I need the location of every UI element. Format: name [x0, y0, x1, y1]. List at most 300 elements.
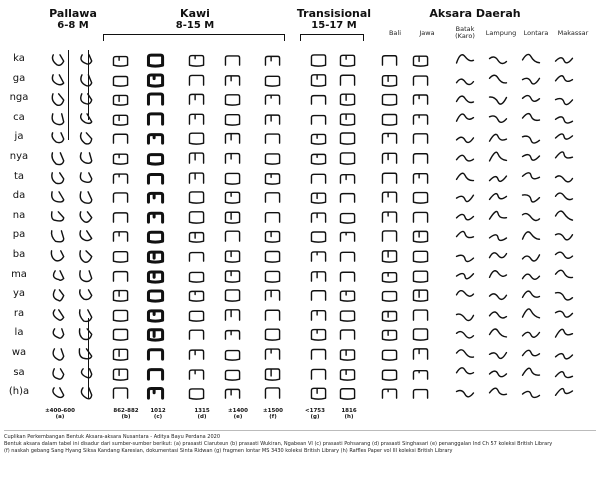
- script-glyph: [337, 228, 359, 244]
- script-glyph: [487, 170, 509, 186]
- script-glyph: [520, 346, 542, 362]
- script-glyph: [520, 170, 542, 186]
- script-glyph: [262, 150, 284, 166]
- script-glyph: [553, 72, 575, 88]
- script-glyph: [410, 170, 432, 186]
- script-glyph: [410, 307, 432, 323]
- script-glyph: [76, 72, 98, 88]
- script-glyph: [410, 52, 432, 68]
- script-glyph: [145, 346, 167, 362]
- script-glyph: [262, 307, 284, 323]
- script-glyph: [379, 287, 401, 303]
- script-glyph: [553, 52, 575, 68]
- syllable-label: pa: [12, 229, 26, 241]
- script-glyph: [222, 366, 244, 382]
- script-glyph: [454, 385, 476, 401]
- script-glyph: [222, 170, 244, 186]
- script-glyph: [308, 111, 330, 127]
- script-glyph: [222, 189, 244, 205]
- script-glyph: [520, 268, 542, 284]
- source-date: 862-882 (b): [113, 408, 139, 420]
- syllable-label: ta: [13, 170, 25, 182]
- script-glyph: [487, 209, 509, 225]
- script-glyph: [145, 170, 167, 186]
- script-glyph: [337, 268, 359, 284]
- script-glyph: [553, 189, 575, 205]
- syllable-label: ya: [12, 288, 26, 300]
- script-glyph: [454, 150, 476, 166]
- script-glyph: [308, 346, 330, 362]
- script-glyph: [454, 248, 476, 264]
- syllable-label: ma: [11, 268, 27, 280]
- script-glyph: [520, 209, 542, 225]
- script-glyph: [337, 52, 359, 68]
- script-glyph: [186, 366, 208, 382]
- script-glyph: [308, 130, 330, 146]
- regional-col-batak: Batak (Karo): [455, 25, 475, 40]
- script-glyph: [308, 72, 330, 88]
- script-glyph: [262, 287, 284, 303]
- syllable-label: ra: [13, 307, 25, 319]
- script-glyph: [110, 366, 132, 382]
- script-glyph: [48, 346, 70, 362]
- script-glyph: [520, 111, 542, 127]
- script-glyph: [186, 189, 208, 205]
- script-glyph: [454, 307, 476, 323]
- script-glyph: [262, 130, 284, 146]
- script-glyph: [454, 111, 476, 127]
- script-glyph: [454, 287, 476, 303]
- script-glyph: [410, 209, 432, 225]
- script-glyph: [76, 130, 98, 146]
- transisional-period: 15-17 M: [311, 20, 357, 31]
- script-glyph: [262, 346, 284, 362]
- script-glyph: [110, 209, 132, 225]
- script-glyph: [487, 366, 509, 382]
- script-glyph: [110, 385, 132, 401]
- script-glyph: [487, 307, 509, 323]
- script-glyph: [110, 72, 132, 88]
- script-glyph: [76, 326, 98, 342]
- script-glyph: [337, 307, 359, 323]
- script-glyph: [186, 248, 208, 264]
- script-glyph: [48, 209, 70, 225]
- script-glyph: [186, 287, 208, 303]
- syllable-label: sa: [13, 366, 25, 378]
- script-glyph: [410, 326, 432, 342]
- transisional-title: Transisional: [296, 7, 372, 20]
- script-glyph: [48, 287, 70, 303]
- source-date: <1753 (g): [305, 408, 325, 420]
- script-glyph: [379, 72, 401, 88]
- script-glyph: [262, 385, 284, 401]
- script-glyph: [110, 228, 132, 244]
- script-glyph: [337, 346, 359, 362]
- script-glyph: [76, 189, 98, 205]
- source-date: 1816 (h): [341, 408, 357, 420]
- script-glyph: [553, 307, 575, 323]
- script-glyph: [520, 52, 542, 68]
- script-glyph: [308, 189, 330, 205]
- script-glyph: [48, 170, 70, 186]
- source-date: ±400-600 (a): [45, 408, 75, 420]
- script-glyph: [410, 130, 432, 146]
- script-glyph: [308, 326, 330, 342]
- script-glyph: [308, 170, 330, 186]
- script-glyph: [222, 150, 244, 166]
- script-glyph: [410, 91, 432, 107]
- script-glyph: [379, 91, 401, 107]
- script-glyph: [520, 385, 542, 401]
- script-glyph: [262, 189, 284, 205]
- transisional-header: [293, 8, 375, 32]
- script-glyph: [76, 111, 98, 127]
- script-glyph: [553, 228, 575, 244]
- script-glyph: [48, 307, 70, 323]
- script-glyph: [110, 326, 132, 342]
- script-glyph: [410, 111, 432, 127]
- source-date: ±1400 (e): [228, 408, 248, 420]
- script-glyph: [379, 326, 401, 342]
- script-glyph: [520, 228, 542, 244]
- script-glyph: [48, 52, 70, 68]
- pallawa-period: 6-8 M: [57, 20, 89, 31]
- script-glyph: [76, 228, 98, 244]
- script-glyph: [76, 385, 98, 401]
- script-glyph: [379, 385, 401, 401]
- script-glyph: [48, 91, 70, 107]
- script-glyph: [410, 228, 432, 244]
- script-glyph: [110, 346, 132, 362]
- script-glyph: [410, 189, 432, 205]
- script-glyph: [262, 326, 284, 342]
- script-glyph: [410, 150, 432, 166]
- script-glyph: [110, 268, 132, 284]
- script-glyph: [48, 326, 70, 342]
- source-date: 1315 (d): [194, 408, 210, 420]
- script-glyph: [145, 91, 167, 107]
- script-glyph: [487, 346, 509, 362]
- script-glyph: [110, 130, 132, 146]
- script-glyph: [48, 130, 70, 146]
- syllable-label: na: [12, 209, 26, 221]
- syllable-label: da: [12, 190, 26, 202]
- script-glyph: [262, 52, 284, 68]
- script-glyph: [48, 150, 70, 166]
- script-glyph: [262, 248, 284, 264]
- script-glyph: [337, 385, 359, 401]
- script-glyph: [487, 189, 509, 205]
- script-glyph: [454, 72, 476, 88]
- script-glyph: [520, 307, 542, 323]
- script-glyph: [553, 248, 575, 264]
- script-glyph: [410, 287, 432, 303]
- script-glyph: [186, 72, 208, 88]
- regional-col-lampung: Lampung: [485, 29, 517, 37]
- script-glyph: [48, 72, 70, 88]
- script-glyph: [379, 170, 401, 186]
- script-glyph: [520, 72, 542, 88]
- script-glyph: [222, 91, 244, 107]
- script-glyph: [222, 130, 244, 146]
- syllable-label: ja: [14, 131, 24, 143]
- script-glyph: [454, 130, 476, 146]
- script-glyph: [186, 228, 208, 244]
- syllable-label: la: [14, 327, 24, 339]
- script-glyph: [308, 385, 330, 401]
- script-glyph: [454, 366, 476, 382]
- script-glyph: [487, 150, 509, 166]
- script-glyph: [48, 366, 70, 382]
- script-glyph: [553, 326, 575, 342]
- script-glyph: [222, 287, 244, 303]
- script-glyph: [110, 287, 132, 303]
- script-glyph: [110, 189, 132, 205]
- script-glyph: [145, 307, 167, 323]
- script-glyph: [186, 385, 208, 401]
- script-glyph: [553, 91, 575, 107]
- script-glyph: [145, 228, 167, 244]
- script-glyph: [410, 268, 432, 284]
- script-glyph: [308, 209, 330, 225]
- script-glyph: [454, 346, 476, 362]
- script-glyph: [410, 248, 432, 264]
- script-glyph: [454, 189, 476, 205]
- script-glyph: [379, 346, 401, 362]
- script-glyph: [553, 287, 575, 303]
- script-glyph: [337, 150, 359, 166]
- script-glyph: [553, 346, 575, 362]
- script-glyph: [48, 189, 70, 205]
- script-glyph: [76, 150, 98, 166]
- kawi-period: 8-15 M: [175, 20, 215, 31]
- script-glyph: [379, 228, 401, 244]
- script-glyph: [410, 366, 432, 382]
- syllable-label: ga: [12, 72, 26, 84]
- script-glyph: [76, 91, 98, 107]
- aksara-daerah-header: [405, 8, 545, 20]
- script-glyph: [553, 366, 575, 382]
- script-glyph: [520, 150, 542, 166]
- script-glyph: [337, 72, 359, 88]
- syllable-label: ka: [13, 53, 25, 64]
- regional-col-bali: Bali: [388, 29, 402, 37]
- script-glyph: [76, 366, 98, 382]
- script-glyph: [110, 111, 132, 127]
- script-glyph: [487, 52, 509, 68]
- script-glyph: [520, 366, 542, 382]
- syllable-label: nya: [9, 151, 29, 162]
- script-glyph: [520, 91, 542, 107]
- caption-divider: [4, 430, 596, 431]
- script-glyph: [110, 170, 132, 186]
- script-glyph: [145, 111, 167, 127]
- script-glyph: [487, 111, 509, 127]
- script-glyph: [454, 228, 476, 244]
- script-glyph: [337, 170, 359, 186]
- syllable-label: ba: [12, 249, 26, 260]
- script-glyph: [186, 150, 208, 166]
- script-glyph: [553, 170, 575, 186]
- script-glyph: [145, 268, 167, 284]
- script-glyph: [553, 150, 575, 166]
- syllable-label: ca: [13, 111, 25, 123]
- script-glyph: [379, 209, 401, 225]
- script-glyph: [410, 346, 432, 362]
- script-glyph: [379, 248, 401, 264]
- script-glyph: [48, 111, 70, 127]
- script-glyph: [48, 385, 70, 401]
- script-glyph: [337, 111, 359, 127]
- script-glyph: [487, 91, 509, 107]
- script-glyph: [308, 307, 330, 323]
- script-glyph: [110, 248, 132, 264]
- caption-line-3: (f) naskah gebang Sang Hyang Siksa Kandang Karesian, dokumentasi Sinta Ridwan (g) fragmen lontar MS 3430 koleksi British Library (h) Raffles Paper vol III koleksi British Library: [4, 448, 453, 454]
- script-glyph: [553, 268, 575, 284]
- script-glyph: [454, 326, 476, 342]
- script-glyph: [520, 130, 542, 146]
- script-glyph: [222, 346, 244, 362]
- script-glyph: [487, 268, 509, 284]
- script-glyph: [145, 366, 167, 382]
- script-glyph: [308, 150, 330, 166]
- script-glyph: [337, 366, 359, 382]
- script-glyph: [186, 268, 208, 284]
- script-glyph: [110, 52, 132, 68]
- kawi-header: [160, 8, 230, 32]
- script-glyph: [110, 91, 132, 107]
- script-glyph: [379, 366, 401, 382]
- script-glyph: [487, 130, 509, 146]
- script-glyph: [145, 385, 167, 401]
- script-glyph: [379, 150, 401, 166]
- script-glyph: [76, 209, 98, 225]
- script-glyph: [379, 307, 401, 323]
- script-glyph: [308, 91, 330, 107]
- script-glyph: [222, 72, 244, 88]
- script-glyph: [337, 189, 359, 205]
- script-glyph: [379, 130, 401, 146]
- script-glyph: [379, 52, 401, 68]
- script-glyph: [110, 307, 132, 323]
- script-glyph: [487, 72, 509, 88]
- script-glyph: [454, 268, 476, 284]
- script-glyph: [520, 189, 542, 205]
- script-glyph: [48, 268, 70, 284]
- script-glyph: [76, 287, 98, 303]
- script-glyph: [262, 366, 284, 382]
- script-glyph: [262, 91, 284, 107]
- script-glyph: [262, 111, 284, 127]
- script-glyph: [262, 170, 284, 186]
- script-glyph: [222, 385, 244, 401]
- kawi-bracket: [103, 34, 285, 41]
- script-glyph: [520, 326, 542, 342]
- script-glyph: [308, 248, 330, 264]
- source-date: 1012 (c): [150, 408, 166, 420]
- script-glyph: [145, 72, 167, 88]
- script-glyph: [553, 385, 575, 401]
- script-glyph: [222, 268, 244, 284]
- kawi-title: Kawi: [180, 7, 210, 20]
- script-glyph: [186, 52, 208, 68]
- script-glyph: [337, 130, 359, 146]
- script-glyph: [454, 170, 476, 186]
- script-glyph: [76, 307, 98, 323]
- script-glyph: [487, 326, 509, 342]
- syllable-label: wa: [11, 347, 27, 358]
- syllable-label: (h)a: [8, 386, 30, 398]
- script-glyph: [520, 248, 542, 264]
- caption-line-1: Cuplikan Perkembangan Bentuk Aksara-aksara Nusantara - Aditya Bayu Perdana 2020: [4, 434, 221, 440]
- script-glyph: [337, 326, 359, 342]
- script-glyph: [145, 248, 167, 264]
- script-glyph: [379, 111, 401, 127]
- script-glyph: [186, 346, 208, 362]
- transisional-bracket: [300, 34, 364, 41]
- script-glyph: [308, 268, 330, 284]
- pallawa-title: Pallawa: [49, 7, 97, 20]
- script-glyph: [487, 248, 509, 264]
- script-glyph: [222, 209, 244, 225]
- aksara-daerah-title: Aksara Daerah: [429, 7, 521, 20]
- script-glyph: [379, 189, 401, 205]
- script-glyph: [76, 248, 98, 264]
- script-glyph: [186, 326, 208, 342]
- source-date: ±1500 (f): [263, 408, 283, 420]
- script-glyph: [186, 111, 208, 127]
- script-glyph: [222, 111, 244, 127]
- script-glyph: [222, 307, 244, 323]
- script-glyph: [186, 209, 208, 225]
- script-glyph: [337, 248, 359, 264]
- script-glyph: [145, 189, 167, 205]
- regional-col-jawa: Jawa: [419, 29, 435, 37]
- script-glyph: [262, 209, 284, 225]
- script-glyph: [222, 52, 244, 68]
- script-glyph: [186, 307, 208, 323]
- script-glyph: [487, 228, 509, 244]
- script-glyph: [76, 52, 98, 68]
- script-glyph: [145, 287, 167, 303]
- script-glyph: [145, 150, 167, 166]
- script-glyph: [145, 130, 167, 146]
- script-glyph: [262, 268, 284, 284]
- script-glyph: [145, 52, 167, 68]
- script-glyph: [308, 52, 330, 68]
- script-glyph: [262, 72, 284, 88]
- script-glyph: [337, 287, 359, 303]
- script-glyph: [337, 91, 359, 107]
- script-glyph: [76, 170, 98, 186]
- script-glyph: [186, 130, 208, 146]
- script-glyph: [222, 326, 244, 342]
- script-glyph: [145, 209, 167, 225]
- script-glyph: [186, 170, 208, 186]
- script-glyph: [487, 287, 509, 303]
- regional-col-lontara: Lontara: [523, 29, 549, 37]
- syllable-label: nga: [9, 92, 29, 104]
- script-glyph: [337, 209, 359, 225]
- script-glyph: [553, 209, 575, 225]
- script-glyph: [553, 130, 575, 146]
- script-glyph: [186, 91, 208, 107]
- script-glyph: [308, 287, 330, 303]
- script-glyph: [76, 346, 98, 362]
- script-glyph: [222, 248, 244, 264]
- script-glyph: [454, 52, 476, 68]
- script-glyph: [520, 287, 542, 303]
